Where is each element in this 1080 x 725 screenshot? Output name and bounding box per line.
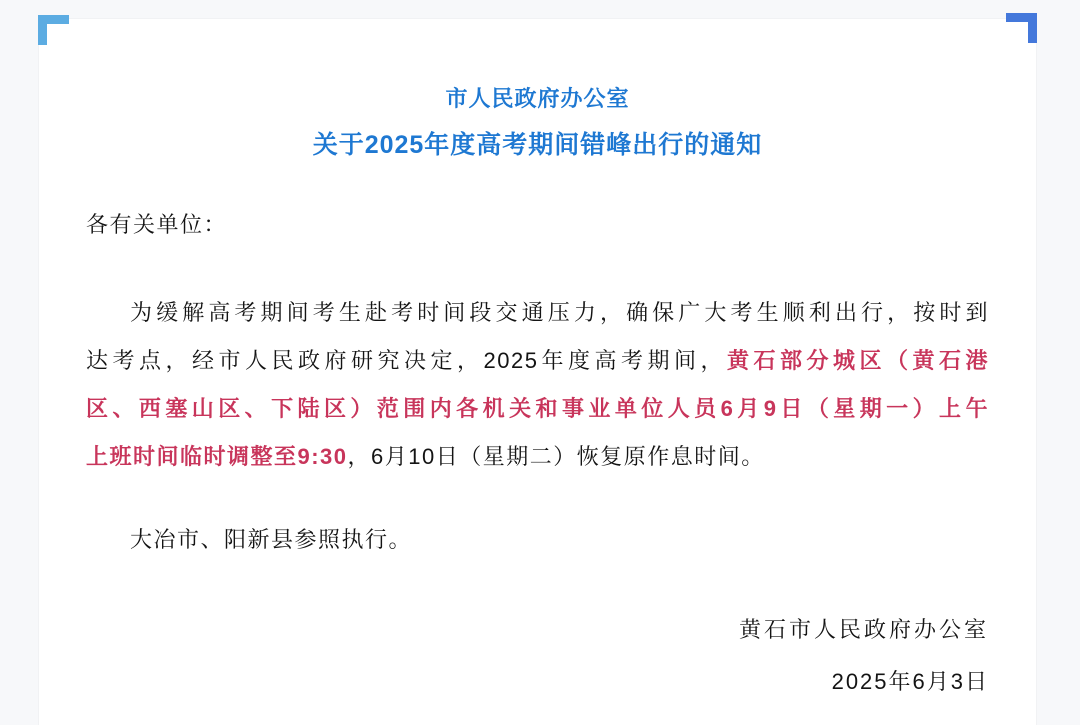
salutation: 各有关单位： [86,212,228,237]
corner-bracket-top-left-icon [38,15,69,45]
secondary-paragraph: 大冶市、阳新县参照执行。 [130,527,413,552]
paragraph-line [86,433,989,481]
paragraph-line [86,289,989,337]
body-text: 达考点，经市人民政府研究决定，2025年度高考期间， [86,348,727,373]
signature: 黄石市人民政府办公室 [738,617,989,642]
emphasis-text: 上班时间临时调整至9:30 [86,444,348,469]
notice-card [38,18,1037,725]
corner-bracket-top-right-icon [1006,13,1037,43]
emphasis-text: 区、西塞山区、下陆区）范围内各机关和事业单位人员6月9日（星期一）上午 [86,396,989,421]
date: 2025年6月3日 [831,669,989,694]
notice-issuer-title: 市人民政府办公室 [445,86,630,111]
body-text: 为缓解高考期间考生赴考时间段交通压力，确保广大考生顺利出行，按时到 [130,300,989,325]
notice-body [86,201,989,708]
notice-subject-title: 关于2025年度高考期间错峰出行的通知 [312,131,763,159]
emphasis-text: 黄石部分城区（黄石港 [726,348,989,373]
body-text: ，6月10日（星期二）恢复原作息时间。 [347,444,765,469]
paragraph-line [86,337,989,385]
paragraph-line [86,385,989,433]
signature-block [86,604,989,708]
main-paragraph [86,289,989,481]
